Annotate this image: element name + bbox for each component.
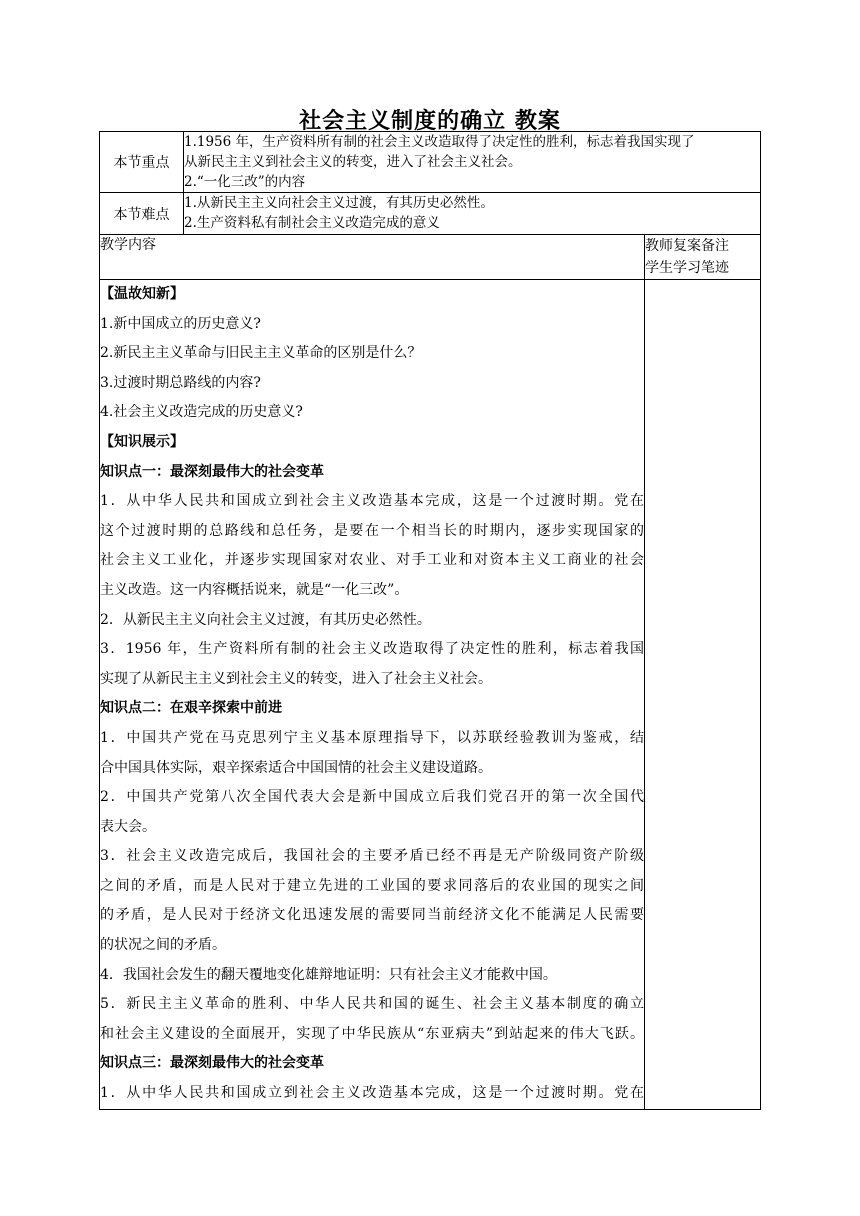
content-row <box>100 280 761 1110</box>
knowledge-point-heading: 知识点二：在艰辛探索中前进 <box>100 700 282 717</box>
content-line: 社会主义工业化，并逐步实现国家对农业、对手工业和对资本主义工商业的社会 <box>100 552 644 569</box>
content-line: 5．新民主主义革命的胜利、中华人民共和国的诞生、社会主义基本制度的确立 <box>100 996 644 1013</box>
content-line: 3.过渡时期总路线的内容? <box>100 374 261 391</box>
key-points-row <box>100 132 761 193</box>
knowledge-point-heading: 知识点一：最深刻最伟大的社会变革 <box>100 463 324 480</box>
content-header: 教学内容 <box>100 235 645 280</box>
content-line: 1．中国共产党在马克思列宁主义基本原理指导下，以苏联经验教训为鉴戒，结 <box>100 729 644 746</box>
content-line: 1．从中华人民共和国成立到社会主义改造基本完成，这是一个过渡时期。党在 <box>100 493 644 510</box>
difficulty-text <box>184 193 761 235</box>
content-line: 表大会。 <box>100 818 156 835</box>
content-line: 2.新民主主义革命与旧民主主义革命的区别是什么？ <box>100 345 422 362</box>
section-heading: 【知识展示】 <box>100 433 184 450</box>
content-line: 这个过渡时期的总路线和总任务，是要在一个相当长的时期内，逐步实现国家的 <box>100 522 644 539</box>
key-points-text <box>184 132 761 193</box>
side-notes-header <box>645 235 761 280</box>
content-line: 3．社会主义改造完成后，我国社会的主要矛盾已经不再是无产阶级同资产阶级 <box>100 848 644 865</box>
difficulty-line: 2.生产资料私有制社会主义改造完成的意义 <box>184 215 440 231</box>
content-line: 3．1956 年，生产资料所有制的社会主义改造取得了决定性的胜利，标志着我国 <box>100 641 644 658</box>
content-line: 之间的矛盾，而是人民对于建立先进的工业国的要求同落后的农业国的现实之间 <box>100 877 644 894</box>
knowledge-point-heading: 知识点三：最深刻最伟大的社会变革 <box>100 1055 324 1072</box>
key-point-line: 从新民主主义到社会主义的转变，进入了社会主义社会。 <box>184 154 522 170</box>
key-point-line: 2.“一化三改”的内容 <box>184 174 306 190</box>
content-line: 合中国具体实际，艰辛探索适合中国国情的社会主义建设道路。 <box>100 759 492 776</box>
content-line: 的矛盾，是人民对于经济文化迅速发展的需要同当前经济文化不能满足人民需要 <box>100 907 644 924</box>
lesson-plan-table <box>99 131 761 1110</box>
content-line: 的状况之间的矛盾。 <box>100 937 226 954</box>
section-heading: 【温故知新】 <box>100 286 184 302</box>
content-line: 1.新中国成立的历史意义? <box>100 315 261 332</box>
key-points-label: 本节重点 <box>100 132 184 193</box>
content-line: 2．从新民主主义向社会主义过渡，有其历史必然性。 <box>100 611 431 628</box>
side-notes-cell <box>645 280 761 1110</box>
side-header-line: 学生学习笔迹 <box>645 260 729 276</box>
content-line: 4．我国社会发生的翻天覆地变化雄辩地证明：只有社会主义才能救中国。 <box>100 966 557 983</box>
content-line: 1．从中华人民共和国成立到社会主义改造基本完成，这是一个过渡时期。党在 <box>100 1085 644 1102</box>
difficulty-line: 1.从新民主主义向社会主义过渡，有其历史必然性。 <box>184 195 494 211</box>
content-line: 2．中国共产党第八次全国代表大会是新中国成立后我们党召开的第一次全国代 <box>100 789 644 806</box>
side-header-line: 教师复案备注 <box>645 238 729 254</box>
key-point-line: 1.1956 年，生产资料所有制的社会主义改造取得了决定性的胜利，标志着我国实现了 <box>184 134 695 150</box>
difficulty-row <box>100 193 761 235</box>
content-line: 和社会主义建设的全面展开，实现了中华民族从“东亚病夫”到站起来的伟大飞跃。 <box>100 1025 644 1042</box>
header-row <box>100 235 761 280</box>
teaching-content <box>100 280 645 1110</box>
content-line: 实现了从新民主主义到社会主义的转变，进入了社会主义社会。 <box>100 670 492 687</box>
content-line: 4.社会主义改造完成的历史意义? <box>100 404 303 421</box>
difficulty-label: 本节难点 <box>100 193 184 235</box>
document-title: 社会主义制度的确立 教案 <box>299 109 561 134</box>
content-line: 主义改造。这一内容概括说来，就是“一化三改”。 <box>100 581 409 598</box>
